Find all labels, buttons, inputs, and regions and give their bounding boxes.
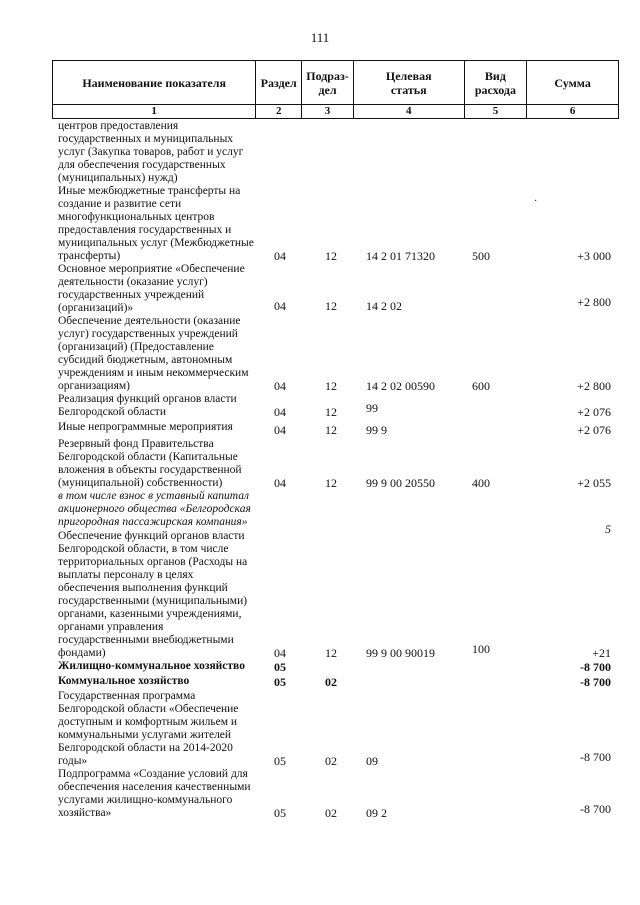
row-section: 04: [274, 379, 286, 393]
header-subsection: Подраз- дел: [302, 61, 354, 104]
row-subsection: 12: [325, 646, 337, 660]
table-row: [52, 421, 619, 437]
row-subsection: 02: [325, 754, 337, 768]
header-section: Раздел: [256, 61, 302, 104]
row-section: 05: [274, 660, 286, 674]
row-section: 05: [274, 675, 286, 689]
row-name: Основное мероприятие «Обеспечение деятельности (оказание услуг) государственных учреждений (организаций)»: [58, 263, 245, 314]
row-section: 04: [274, 299, 286, 313]
row-name: Жилищно-коммунальное хозяйство: [58, 660, 245, 672]
table-row: [52, 530, 619, 660]
row-target: 99 9 00 20550: [366, 476, 435, 490]
column-number: 3: [302, 104, 354, 118]
row-amount: +2 800: [577, 295, 611, 309]
table-row: [52, 185, 619, 263]
row-section: 05: [274, 754, 286, 768]
header-name: Наименование показателя: [53, 61, 256, 104]
row-amount: +2 076: [577, 405, 611, 419]
row-section: 04: [274, 423, 286, 437]
row-amount: -8 700: [580, 660, 611, 674]
row-name: Государственная программа Белгородской области «Обеспечение доступным и комфортным жильем и коммунальными услугами жителей Белгородской области на 2014-2020 годы»: [58, 690, 239, 767]
column-number: 5: [465, 104, 528, 118]
row-name: Подпрограмма «Создание условий для обеспечения населения качественными услугами жилищно-коммунального хозяйства»: [58, 768, 251, 819]
row-target: 09 2: [366, 806, 387, 820]
table-row: [52, 768, 619, 820]
row-amount: +2 055: [577, 476, 611, 490]
table-row: [52, 490, 619, 536]
row-amount: +3 000: [577, 249, 611, 263]
row-subsection: 02: [325, 675, 337, 689]
row-name: Обеспечение функций органов власти Белгородской области, в том числе территориальных органов (Расходы на выплаты персоналу в целях обеспечения выполнения функций государственными (муниципальными) органами, казенными учреждениями, органами управления государственными внебюджетными фондами): [58, 530, 248, 659]
row-subsection: 12: [325, 299, 337, 313]
row-section: 04: [274, 476, 286, 490]
row-name: Реализация функций органов власти Белгородской области: [58, 393, 237, 418]
table-row: [52, 263, 619, 315]
row-expense-type: 600: [472, 379, 490, 393]
row-name: Коммунальное хозяйство: [58, 675, 190, 687]
table-row: [52, 675, 619, 689]
row-name: Иные непрограммные мероприятия: [58, 421, 233, 433]
table-row: [52, 438, 619, 490]
row-amount: +21: [592, 646, 611, 660]
table-header: [52, 60, 619, 105]
row-name: Обеспечение деятельности (оказание услуг) государственных учреждений (организаций) (Предоставление субсидий бюджетным, автономным учреждениям и иным некоммерческим организациям): [58, 315, 249, 392]
column-number: 6: [569, 104, 576, 117]
row-amount: 5: [605, 522, 611, 536]
row-amount: +2 800: [577, 379, 611, 393]
row-name: центров предоставления государственных и муниципальных услуг (Закупка товаров, работ и услуг для обеспечения государственных (муниципальных) нужд): [58, 120, 244, 184]
page-number: 111: [310, 30, 330, 45]
row-section: 04: [274, 646, 286, 660]
row-name: в том числе взнос в уставный капитал акционерного общества «Белгородская пригородная пассажирская компания»: [58, 490, 251, 528]
row-section: 04: [274, 405, 286, 419]
header-expense-type: Вид расхода: [465, 61, 528, 104]
row-target: 99 9 00 90019: [366, 646, 435, 660]
table-row: [52, 393, 619, 419]
table-row: [52, 120, 619, 185]
row-name: Иные межбюджетные трансферты на создание и развитие сети многофункциональных центров предоставления государственных и муниципальных услуг (Межбюджетные трансферты): [58, 185, 254, 262]
row-amount: -8 700: [580, 675, 611, 689]
row-name: Резервный фонд Правительства Белгородской области (Капитальные вложения в объекты государственной (муниципальной) собственности): [58, 438, 242, 489]
row-subsection: 12: [325, 405, 337, 419]
row-subsection: 12: [325, 249, 337, 263]
column-number: 4: [354, 104, 465, 118]
stray-mark: ·: [534, 196, 538, 207]
row-section: 04: [274, 249, 286, 263]
row-section: 05: [274, 806, 286, 820]
table-row: [52, 315, 619, 393]
table-row: [52, 660, 619, 674]
row-amount: -8 700: [580, 750, 611, 764]
header-amount: Сумма: [554, 75, 591, 90]
row-target: 99: [366, 401, 378, 415]
header-target: Целевая статья: [354, 61, 465, 104]
row-expense-type: 500: [472, 249, 490, 263]
row-target: 99 9: [366, 423, 387, 437]
row-expense-type: 100: [472, 642, 490, 656]
row-subsection: 12: [325, 423, 337, 437]
table-row: [52, 690, 619, 768]
column-number-row: [52, 104, 619, 119]
row-target: 09: [366, 754, 378, 768]
row-target: 14 2 01 71320: [366, 249, 435, 263]
row-expense-type: 400: [472, 476, 490, 490]
column-number: 1: [53, 104, 256, 118]
row-subsection: 12: [325, 476, 337, 490]
row-subsection: 02: [325, 806, 337, 820]
row-amount: -8 700: [580, 802, 611, 816]
column-number: 2: [256, 104, 302, 118]
row-amount: +2 076: [577, 423, 611, 437]
row-target: 14 2 02: [366, 299, 402, 313]
row-subsection: 12: [325, 379, 337, 393]
row-target: 14 2 02 00590: [366, 379, 435, 393]
